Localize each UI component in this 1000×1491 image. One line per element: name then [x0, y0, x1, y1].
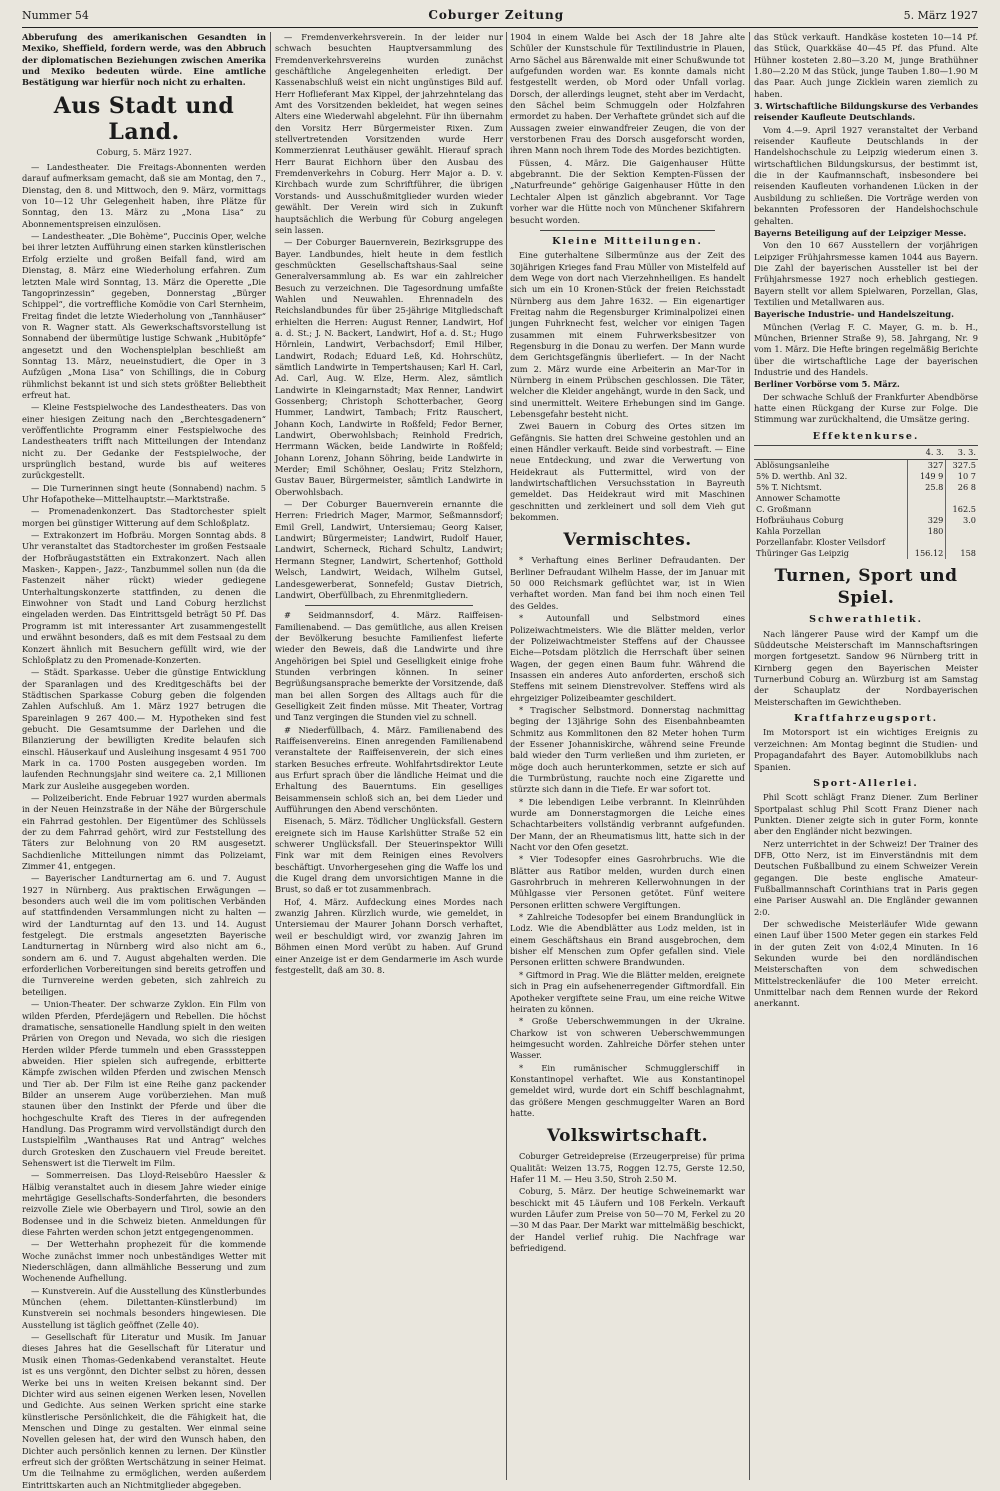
article-paragraph: Der schwedische Meisterläufer Wide gewann einen Lauf über 1500 Meter gegen ein starkes Feld in der guten Zeit von 4:02,4 Minuten. In 16 Sekunden wurde bei den nordländischen Meisterschaften von dem schwedischen Mittelstreckenläufer die 100 Meter erreicht. Unmittelbar nach dem Rennen wurde der Rekord anerkannt.: [754, 918, 978, 1009]
issue-date: 5. März 1927: [903, 8, 978, 22]
table-header-cell: 3. 3.: [946, 446, 978, 460]
security-name: C. Großmann: [756, 504, 812, 515]
article-paragraph: * Vier Todesopfer eines Gasrohrbruchs. Wie die Blätter aus Ratibor melden, wurden durch einen Gasrohrbruch in mehreren Kellerwohnungen in der Mühlgasse vier Personen getötet. Fünf weitere Personen erlitten schwere Vergiftungen.: [510, 854, 745, 910]
sub-heading-schwerathletik: Schwerathletik.: [809, 614, 923, 626]
table-row: [754, 537, 978, 548]
article-paragraph: Zwei Bauern in Coburg des Ortes sitzen im Gefängnis. Sie hatten drei Schweine gestohlen und an einen Händler verkauft. Beide sind vorbestraft. — Eine neue Entdeckung, und zwar die Verwertung von Heidekraut als Futtermittel, wird von der landwirtschaftlichen Versuchsstation in Bayreuth gemeldet. Das Heidekraut wird mit Maschinen geschnitten und zerkleinert und soll dem Vieh gut bekommen.: [510, 421, 745, 523]
article-paragraph: — Kleine Festspielwoche des Landestheaters. Das von einer hiesigen Zeitung nach den „Berchtesgadenern“ veröffentlichte Programm einer Festspielwoche des Landestheaters trifft nach Mitteilungen der Intendanz nicht zu. Der Gedanke der Festspielwoche, der ursprünglich bestand, wurde bis auf weiteres zurückgestellt.: [22, 402, 266, 481]
article-paragraph: — Promenadenkonzert. Das Stadtorchester spielt morgen bei günstiger Witterung auf dem Schloßplatz.: [22, 506, 266, 528]
article-paragraph: * Autounfall und Selbstmord eines Polizeiwachtmeisters. Wie die Blätter melden, verlor der Polizeiwachtmeister Steffens auf der Chaussee Eiche—Potsdam plötzlich die Herrschaft über seinen Wagen, der gegen einen Baum fuhr. Während die Insassen ein anderes Auto anforderten, erschoß sich Steffens mit seinem Dienstrevolver. Steffens wird als ehrgeiziger Polizeibeamter geschildert.: [510, 613, 745, 703]
article-paragraph: Nach längerer Pause wird der Kampf um die Süddeutsche Meisterschaft im Mannschaftsringen morgen fortgesetzt. Sandow 96 Nürnberg tritt in Kirnberg gegen den Bayerischen Meister Turnerbund Coburg an. Würzburg ist am Samstag der Schauplatz der Nordbayerischen Meisterschaften im Gewichtheben.: [754, 628, 978, 707]
quote-value: 162.5: [946, 504, 978, 515]
sub-heading-sport-allerlei: Sport-Allerlei.: [813, 777, 919, 789]
security-name: Annower Schamotte: [756, 493, 841, 504]
sub-heading-kraftfahrzeugsport: Kraftfahrzeugsport.: [793, 713, 939, 725]
article-heading: Bayerische Industrie- und Handelszeitung.: [754, 309, 954, 320]
table-header-cell: [754, 446, 907, 460]
quote-value: [946, 493, 978, 504]
lead-paragraph: Abberufung des amerikanischen Gesandten in Mexiko, Sheffield, fordern werde, was den Abbruch der diplomatischen Beziehungen zwischen Amerika und Mexiko bedeuten würde. Eine amtliche Bestätigung war hierfür noch nicht zu erhalten.: [22, 32, 266, 88]
article-paragraph: * Ein rumänischer Schmugglerschiff in Konstantinopel verhaftet. Wie aus Konstantinopel gemeldet wird, wurde dort ein Schiff beschlagnahmt, das größere Mengen geschmuggelter Waren an Bord hatte.: [510, 1062, 745, 1118]
article-paragraph: Coburger Getreidepreise (Erzeugerpreise) für prima Qualität: Weizen 13.75, Roggen 12.75, Gerste 12.50, Hafer 11 M. — Heu 3.50, Stroh 2.50 M.: [510, 1151, 745, 1184]
article-paragraph: Phil Scott schlägt Franz Diener. Zum Berliner Sportpalast schlug Phil Scott Franz Diener nach Punkten. Diener zeigte sich in guter Form, konnte aber den Engländer nicht bezwingen.: [754, 792, 978, 837]
security-name: Kahla Porzellan: [756, 526, 821, 537]
quote-value: [907, 504, 946, 515]
article-paragraph: — Union-Theater. Der schwarze Zyklon. Ein Film von wilden Pferden, Pferdejägern und Rebellen. Die höchst dramatische, sensationelle Handlung spielt in den weiten Prärien von Oregon und Nevada, wo sich die riesigen Herden wilder Pferde tummeln und eben Grasssteppen abweiden. Hier spielen sich aufregende, erbitterte Kämpfe zwischen wilden Pferden und zwischen Mensch und Tier ab. Der Film ist eine Reihe ganz packender Bilder an unserem Auge vorüberziehen. Man muß staunen über den Instinkt der Pferde und über die hochgeschulte Kraft des Tieres in der aufregenden Handlung. Das Programm wird vervollständigt durch den Lustspielfilm „Wanthauses Rat und Antrag“ welches durch Grotesken den Zuschauern viel Freude bereitet. Sehenswert ist die Tierwelt im Film.: [22, 999, 266, 1168]
quote-value: 26 8: [946, 482, 978, 493]
article-paragraph: Eine guterhaltene Silbermünze aus der Zeit des 30jährigen Krieges fand Frau Müller von Mistelfeld auf dem Wege von dort nach Vierzehnheiligen. Es handelt sich um ein 10 Kronen-Stück der freien Reichsstadt Nürnberg aus dem Jahre 1632. — Ein eigenartiger Freitag nahm die Regensburger Kriminalpolizei einen jungen Fuhrknecht fest, welcher vor einigen Tagen zusammen mit einem Fuhrwerksbesitzer von Regensburg in die Donau zu werfen. Der Mann wurde dem Gerichtsgefängnis überliefert. — In der Nacht zum 2. März wurde eine Arbeiterin an Mar-Tor in Nürnberg in einem Prübschen geschlossen. Die Täter, welcher die Kleider angehängt, wurde in den Sack, und sind unermittelt. Weitere Erhebungen sind im Gange. Lebensgefahr besteht nicht.: [510, 250, 745, 419]
article-paragraph: Vom 4.—9. April 1927 veranstaltet der Verband reisender Kaufleute Deutschlands in der Handelshochschule zu Leipzig wiederum einen 3. wirtschaftlichen Bildungskursus, der bestimmt ist, die in der Kaufmannschaft, insbesondere bei reisenden Kaufleuten vorhandenen Lücken in der Ausbildung zu schließen. Die Vorträge werden von bekannten Professoren der Handelshochschule gehalten.: [754, 124, 978, 226]
article-paragraph: Coburg, 5. März. Der heutige Schweinemarkt war beschickt mit 45 Läufern und 108 Ferkeln. Verkauft wurden Läufer zum Preise von 50—70 M, Ferkel zu 20—30 M das Paar. Der Markt war mittelmäßig beschickt, der Handel verlief ruhig. Die Nachfrage war befriedigend.: [510, 1186, 745, 1254]
column-rule: [749, 32, 750, 1480]
column-2: [275, 32, 503, 1480]
article-paragraph: Hof, 4. März. Aufdeckung eines Mordes nach zwanzig Jahren. Kürzlich wurde, wie gemeldet, in Untersiemau der Maurer Johann Dorsch verhaftet, weil er beschuldigt wird, vor zwanzig Jahren im Böhmen einen Mord verübt zu haben. Auf Grund einer Anzeige ist er dem Gendarmerie im Asch wurde festgestellt, daß am 30. 8.: [275, 896, 503, 975]
article-paragraph: # Niederfüllbach, 4. März. Familienabend des Raiffeisenvereins. Einen anregenden Familienabend veranstaltete der Raiffeisenverein, der sich eines starken Besuches erfreute. Wohlfahrtsdirektor Leute aus Erfurt sprach über die ländliche Heimat und die Erhaltung des Bauerntums. Ein geselliges Beisammensein schloß sich an, bei dem Lieder und Aufführungen den Abend verschönten.: [275, 724, 503, 815]
article-paragraph: — Bayerischer Landturnertag am 6. und 7. August 1927 in Nürnberg. Aus praktischen Erwägungen — besonders auch weil die im vom politischen Verbänden auf stattfindenden Versammlungen nicht zu halten — wird der Landturntag auf den 13. und 14. August festgelegt. Die erstmals angesetzten Bayerische Landturnertag in Nürnberg wird also nicht am 6., sondern am 6. und 7. August abgehalten werden. Die erforderlichen Vorbereitungen sind bereits getroffen und die Turnvereine werden gebeten, sich zahlreich zu beteiligen.: [22, 873, 266, 997]
quote-value: 327: [907, 460, 946, 472]
column-3: [510, 32, 745, 1480]
quote-value: [946, 537, 978, 548]
section-heading-volkswirtschaft: Volkswirtschaft.: [546, 1126, 709, 1147]
security-name: Ablösungsanleihe: [756, 460, 830, 471]
article-paragraph: — Der Wetterhahn prophezeit für die kommende Woche zunächst immer noch unbeständiges Wetter mit Niederschlägen, dann allmähliche Besserung und zum Wochenende Aufhellung.: [22, 1239, 266, 1284]
table-row: [754, 515, 978, 526]
table-row: [754, 460, 978, 472]
article-paragraph: Füssen, 4. März. Die Gaigenhauser Hütte abgebrannt. Die der Sektion Kempten-Füssen der „Naturfreunde“ gehörige Gaigenhauser Hütte in den Lechtaler Alpen ist gänzlich abgebrannt. Vor Tage vorher war die Hütte noch von Münchener Skifahrern besucht worden.: [510, 157, 745, 225]
article-heading: Berliner Vorbörse vom 5. März.: [754, 379, 900, 390]
article-paragraph: Der schwache Schluß der Frankfurter Abendbörse hatte einen Rückgang der Kurse zur Folge. Die Stimmung war zurückhaltend, die Umsätze gering.: [754, 391, 978, 425]
article-paragraph: — Der Coburger Bauernverein ernannte die Herren: Friedrich Mager, Marmor, Seßmannsdorf; Emil Grell, Landwirt, Untersiemau; Georg Kaiser, Landwirt; Bürgermeister; Landwirt, Rudolf Hauer, Landwirt, Scherneck, Richard Schultz, Landwirt; Hermann Stegner, Landwirt, Schertenhof; Gotthold Welsch, Landwirt, Weidach, Wilhelm Gutsel, Landesgewerberat, Sonnefeld; Gustav Dietrich, Landwirt, Oberfüllbach, zu Ehrenmitgliedern.: [275, 499, 503, 600]
quote-value: [946, 526, 978, 537]
article-paragraph: — Fremdenverkehrsverein. In der leider nur schwach besuchten Hauptversammlung des Fremdenverkehrsvereins wurden zunächst geschäftliche Angelegenheiten erledigt. Der Kassenabschluß weist ein nicht ungünstiges Bild auf. Herr Hoflieferant Max Kippel, der jahrzehntelang das Amt des Vorsitzenden bekleidet, hat wegen seines Alters eine Wiederwahl abgelehnt. Für ihn übernahm den Vorsitz Herr Bürgermeister Rixen. Zum stellvertretenden Vorsitzenden wurde Herr Kommerzienrat Leuthäuser gewählt. Hierauf sprach Herr Baurat Eichhorn über den Ausbau des Fremdenverkehrs in Coburg. Herr Major a. D. v. Kirchbach wurde zum Schriftführer, die übrigen Vorstands- und Ausschußmitglieder wurden wieder gewählt. Der Verein wird sich in Zukunft hauptsächlich die Werbung für Coburg angelegen sein lassen.: [275, 32, 503, 235]
article-paragraph: — Städt. Sparkasse. Ueber die günstige Entwicklung der Sparanlagen und des Kreditgeschäfts bei der Städtischen Sparkasse Coburg geben die folgenden Zahlen Aufschluß. Am 1. März 1927 betrugen die Spareinlagen 9 267 400.— M. Hypotheken sind fest gebucht. Die Gesamtsumme der Darlehen und die Bilanzierung der bewilligten Kredite belaufen sich einschl. Häuserkauf und Ausleihung insgesamt 4 951 700 Mark in ca. 1700 Posten ausgegeben worden. Im laufenden Rechnungsjahr sind weitere ca. 2,1 Millionen Mark zur Ausleihe ausgegeben worden.: [22, 667, 266, 791]
security-name: 5% T. Nichtsmt.: [756, 482, 822, 493]
article-paragraph: * Giftmord in Prag. Wie die Blätter melden, ereignete sich in Prag ein aufsehenerregender Giftmordfall. Ein Apotheker vergiftete seine Frau, um eine reiche Witwe heiraten zu können.: [510, 969, 745, 1014]
quote-value: 10 7: [946, 471, 978, 482]
article-paragraph: — Polizeibericht. Ende Februar 1927 wurden abermals in der Neuen Heinzstraße in der Nähe der Bürgerschule ein Fahrrad gestohlen. Der Eigentümer des Schlüssels der zu dem Fahrrad gehört, wird zur Feststellung des Täters zur Belohnung von 20 RM ausgesetzt. Sachdienliche Mitteilungen nimmt das Polizeiamt, Zimmer 41, entgegen.: [22, 792, 266, 872]
column-4: [754, 32, 978, 1480]
table-header-cell: 4. 3.: [907, 446, 946, 460]
security-name: Hofbräuhaus Coburg: [756, 515, 844, 526]
article-paragraph: * Die lebendigen Leibe verbrannt. In Kleinrühden wurde am Donnerstagmorgen die Leiche eines Schachtarbeiters vollständig verbrannt aufgefunden. Der Mann, der an Rheumatismus litt, hatte sich in der Nacht vor den Ofen gesetzt.: [510, 796, 745, 853]
table-row: [754, 526, 978, 537]
table-row: [754, 482, 978, 493]
security-name: Thüringer Gas Leipzig: [756, 548, 849, 559]
stock-quotes-table: [754, 445, 978, 559]
quote-value: 158: [946, 548, 978, 559]
quote-value: [907, 493, 946, 504]
quote-value: [907, 537, 946, 548]
article-paragraph: 1904 in einem Walde bei Asch der 18 Jahre alte Schüler der Kunstschule für Textilindustrie in Plauen, Arno Sächel aus Bärenwalde mit einer Schußwunde tot aufgefunden worden war. Es konnte damals nicht festgestellt werden, ob Mord oder Unfall vorlag. Dorsch, der allerdings leugnet, steht aber im Verdacht, den Sächel beim Schmuggeln oder Holzfahren ermordet zu haben. Der Verhaftete gründet sich auf die Aussagen zweier einwandfreier Zeugen, die von der verstorbenen Frau des Dorsch ausgeforscht worden, ihren Mann noch ihrem Tode des Mordes bezichtigten.: [510, 32, 745, 156]
quote-value: 180: [907, 526, 946, 537]
article-heading: Bayerns Beteiligung auf der Leipziger Messe.: [754, 227, 967, 238]
article-paragraph: * Zahlreiche Todesopfer bei einem Brandunglück in Lodz. Wie die Abendblätter aus Lodz melden, ist in einem Geschäftshaus ein Brand ausgebrochen, dem bisher elf Menschen zum Opfer gefallen sind. Viele Personen erlitten schwere Brandwunden.: [510, 912, 745, 968]
article-paragraph: — Die Turnerinnen singt heute (Sonnabend) nachm. 5 Uhr Hofapotheke—Mittelhauptstr.—Marktstraße.: [22, 482, 266, 505]
article-paragraph: — Gesellschaft für Literatur und Musik. Im Januar dieses Jahres hat die Gesellschaft für Literatur und Musik einen Thomas-Gedenkabend veranstaltet. Heute ist es uns vergönnt, den Dichter selbst zu hören, dessen Werke bei uns in weiten Kreisen bekannt sind. Der Dichter wird aus seinen eigenen Werken lesen, Novellen und Gedichte. Aus seinen Werken spricht eine starke künstlerische Persönlichkeit, die die Fähigkeit hat, die Menschen und Dinge zu gestalten. Wer einmal seine Novellen gelesen hat, der wird den Wunsch haben, den Dichter auch persönlich kennen zu lernen. Der Künstler erfreut sich der größten Wertschätzung in seiner Heimat. Um die Teilnahme zu ermöglichen, werden außerdem Eintrittskarten auch an Nichtmitglieder abgegeben.: [22, 1332, 266, 1490]
security-name: 5% D. werthb. Anl 32.: [756, 471, 848, 482]
masthead: [22, 6, 978, 28]
article-paragraph: — Extrakonzert im Hofbräu. Morgen Sonntag abds. 8 Uhr veranstaltet das Stadtorchester im großen Festsaale der Hofbräugaststätten ein Extrakonzert. Nach allen Masken-, Kappen-, Jazz-, Tanzbummel sollen nun (da die Fastenzeit näher rückt) wieder gediegene Unterhaltungskonzerte stattfinden, zu denen die Einwohner von Stadt und Land Coburg herzlichst eingeladen werden. Das Eintrittsgeld beträgt 50 Pf. Das Programm ist mit interessanter Art zusammengestellt und erwähnt besonders, daß es mit dem Festsaal zu dem Konzert ähnlich mit Besuchern gefüllt wird, wie der Schloßplatz zu den Promenade-Konzerten.: [22, 530, 266, 665]
table-row: [754, 493, 978, 504]
security-name: Porzellanfabr. Kloster Veilsdorf: [756, 537, 886, 548]
column-1: [22, 32, 266, 1490]
article-paragraph: München (Verlag F. C. Mayer, G. m. b. H., München, Brienner Straße 9), 58. Jahrgang, Nr. 9 vom 1. März. Die Hefte bringen regelmäßig Berichte über die wirtschaftliche Lage der bayerischen Industrie und des Handels.: [754, 321, 978, 377]
column-rule: [270, 32, 271, 1480]
article-paragraph: # Seidmannsdorf, 4. März. Raiffeisen-Familienabend. — Das gemütliche, aus allen Kreisen der Bevölkerung besuchte Familienfest lieferte wieder den Beweis, daß die Landwirte und ihre Angehörigen bei Spiel und Geselligkeit einige frohe Stunden verbringen können. In seiner Begrüßungsansprache bemerkte der Vorsitzende, daß man bei allen Sorgen des Alltags auch für die Geselligkeit Zeit finden müsse. Mit Theater, Vortrag und Tanz vergingen die Stunden viel zu schnell.: [275, 610, 503, 723]
article-heading: 3. Wirtschaftliche Bildungskurse des Verbandes reisender Kaufleute Deutschlands.: [754, 101, 978, 123]
column-rule: [506, 32, 507, 1480]
quote-value: 329: [907, 515, 946, 526]
newspaper-title: Coburger Zeitung: [428, 8, 565, 22]
article-paragraph: Eisenach, 5. März. Tödlicher Unglücksfall. Gestern ereignete sich im Hause Karlshütter Straße 52 ein schwerer Unglücksfall. Der Steuerinspektor Willi Fink war mit dem Reinigen eines Revolvers beschäftigt. Unvorhergesehen ging die Waffe los und die Kugel drang dem unvorsichtigen Manne in die Brust, so daß er tot zusammenbrach.: [275, 816, 503, 895]
table-row: [754, 471, 978, 482]
article-paragraph: Von den 10 667 Ausstellern der vorjährigen Leipziger Frühjahrsmesse kamen 1044 aus Bayern. Die Zahl der bayerischen Aussteller ist bei der Frühjahrsmesse 1927 noch erheblich gestiegen. Bayern stellt vor allem Spielwaren, Porzellan, Glas, Textilien und Metallwaren aus.: [754, 240, 978, 307]
quote-value: 327.5: [946, 460, 978, 472]
quote-value: 149 9: [907, 471, 946, 482]
section-heading-effektenkurse: Effektenkurse.: [812, 430, 920, 442]
article-paragraph: — Sommerreisen. Das Lloyd-Reisebüro Haessler & Hälbig veranstaltet auch in diesem Jahre wieder einige mehrtägige Gesellschafts-Sonderfahrten, die besonders reizvolle Ziele wie Oberbayern und Tirol, sowie an den Bodensee und in die Schweiz bieten. Anmeldungen für diese Fahrten werden schon jetzt entgegengenommen.: [22, 1170, 266, 1238]
quote-value: 25.8: [907, 482, 946, 493]
dateline: Coburg, 5. März 1927.: [96, 146, 192, 157]
article-paragraph: das Stück verkauft. Handkäse kosteten 10—14 Pf. das Stück, Quarkkäse 40—45 Pf. das Pfund. Alte Hühner kosteten 2.80—3.20 M, junge Brathühner 1.80—2.20 M das Stück, junge Tauben 1.80—1.90 M das Paar. Auch junge Zicklein waren ziemlich zu haben.: [754, 32, 978, 99]
quote-value: 156.12: [907, 548, 946, 559]
table-row: [754, 504, 978, 515]
article-paragraph: Nerz unterrichtet in der Schweiz! Der Trainer des DFB, Otto Nerz, ist im Einverständnis mit dem Deutschen Fußballbund zu einem Schweizer Verein gegangen. Die beste englische Amateur-Fußballmannschaft Corinthians trat in Paris gegen eine Pariser Auswahl an. Die Engländer gewannen 2:0.: [754, 838, 978, 917]
table-row: [754, 548, 978, 559]
section-title: Aus Stadt und Land.: [53, 92, 235, 145]
article-paragraph: — Landestheater. Die Freitags-Abonnenten werden darauf aufmerksam gemacht, daß sie am Montag, den 7., Dienstag, den 8. und Mittwoch, den 9. März, vormittags von 10—12 Uhr Gelegenheit haben, ihre Plätze für Sonntag, den 13. März zu „Mona Lisa“ zu Abonnementspreisen einzulösen.: [22, 162, 266, 229]
article-paragraph: — Kunstverein. Auf die Ausstellung des Künstlerbundes München (ehem. Dilettanten-Künstlerbund) im Kunstverein sei nochmals besonders hingewiesen. Die Ausstellung ist täglich geöffnet (Zelle 40).: [22, 1285, 266, 1330]
article-paragraph: * Große Ueberschwemmungen in der Ukraine. Charkow ist von schweren Ueberschwemmungen heimgesucht worden. Zahlreiche Dörfer stehen unter Wasser.: [510, 1016, 745, 1061]
divider: [305, 605, 473, 606]
article-paragraph: — Der Coburger Bauernverein, Bezirksgruppe des Bayer. Landbundes, hielt heute in dem festlich geschmückten Gesellschaftshaus-Saal seine Generalversammlung ab. Es war ein zahlreicher Besuch zu verzeichnen. Die Tagesordnung umfaßte Wahlen und Neuwahlen. Ehrennadeln des Reichslandbundes für über 25-jährige Mitgliedschaft erhielten die Herren: August Renner, Landwirt, Hof a. d. St.; J. N. Backert, Landwirt, Hof a. d. St.; Hugo Hörnlein, Landwirt, Verbachsdorf; Emil Hilber, Landwirt, Rodach; Eduard Leß, Kd. Hohrschütz, sämtlich Landwirte in Tempertshausen; Karl H. Carl, Ad. Carl, Aug. W. Elze, Herm. Alez, sämtlich Landwirte in Kleingarnstadt; Max Renner, Landwirt Gossenberg; Christoph Schotterbacher, Georg Hummer, Landwirt, Tambach; Fritz Rauschert, Johann Koch, Landwirte in Roßfeld; Fedor Berner, Landwirt, Oberwohlsbach; Reinhold Fredrich, Herrmann Wäcken, beide Landwirte in Roßfeld; Johann Lorenz, Johann Söhring, beide Landwirte in Merder; Emil Schöhner, Oeslau; Fritz Stelzhorn, Gustav Bauer, Bürgermeister, sämtlich Landwirte in Oberwohlsbach.: [275, 237, 503, 497]
quote-value: 3.0: [946, 515, 978, 526]
section-heading-vermischtes: Vermischtes.: [563, 530, 692, 551]
divider: [540, 230, 715, 231]
article-paragraph: * Verhaftung eines Berliner Defraudanten. Der Berliner Defraudant Wilhelm Hasse, der im Januar mit 50 000 Reichsmark geflüchtet war, ist in Wien verhaftet worden. Man fand bei ihm noch einen Teil des Geldes.: [510, 555, 745, 611]
table-header-row: [754, 446, 978, 460]
section-heading-sport: Turnen, Sport und Spiel.: [774, 566, 958, 609]
article-paragraph: — Landestheater. „Die Bohème“, Puccinis Oper, welche bei ihrer letzten Aufführung einen starken künstlerischen Erfolg erzielte und großen Beifall fand, wird am Dienstag, 8. März eine Wiederholung erfahren. Zum letzten Male wird Sonntag, 13. März die Operette „Die Tangoprinzessin“ gegeben, Donnerstag „Bürger Schippel“, die vortreffliche Komödie von Carl Sternheim, Freitag findet die letzte Wiederholung von „Tannhäuser“ von R. Wagner statt. Als Gewerkschaftsvorstellung ist Sonnabend der übermütige lustige Schwank „Hubitöpfe“ angesetzt und den Wochenspielplan beschließt am Sonntag 13. März, neueinstudiert, die Oper in 3 Aufzügen „Mona Lisa“ von Schillings, die in Coburg rühmlichst bekannt ist und sich stets größter Beliebtheit erfreut hat.: [22, 231, 266, 400]
article-paragraph: * Tragischer Selbstmord. Donnerstag nachmittag beging der 13jährige Sohn des Eisenbahnbeamten Schmitz aus Kommlitonen den 82 Meter hohen Turm der Essener Johanniskirche, während seine Freunde bald wieder den Turm verließen und ihm zurieten, er möge doch auch herunterkommen, setzte er sich auf die Turmbrüstung, rauchte noch eine Zigarette und stürzte sich dann in die Tiefe. Er war sofort tot.: [510, 704, 745, 795]
article-paragraph: Im Motorsport ist ein wichtiges Ereignis zu verzeichnen: Am Montag beginnt die Studien- und Propagandafahrt des Bayer. Automobilklubs nach Spanien.: [754, 727, 978, 772]
section-heading-kleine-mitteilungen: Kleine Mitteilungen.: [552, 235, 703, 247]
issue-number: Nummer 54: [22, 8, 89, 22]
